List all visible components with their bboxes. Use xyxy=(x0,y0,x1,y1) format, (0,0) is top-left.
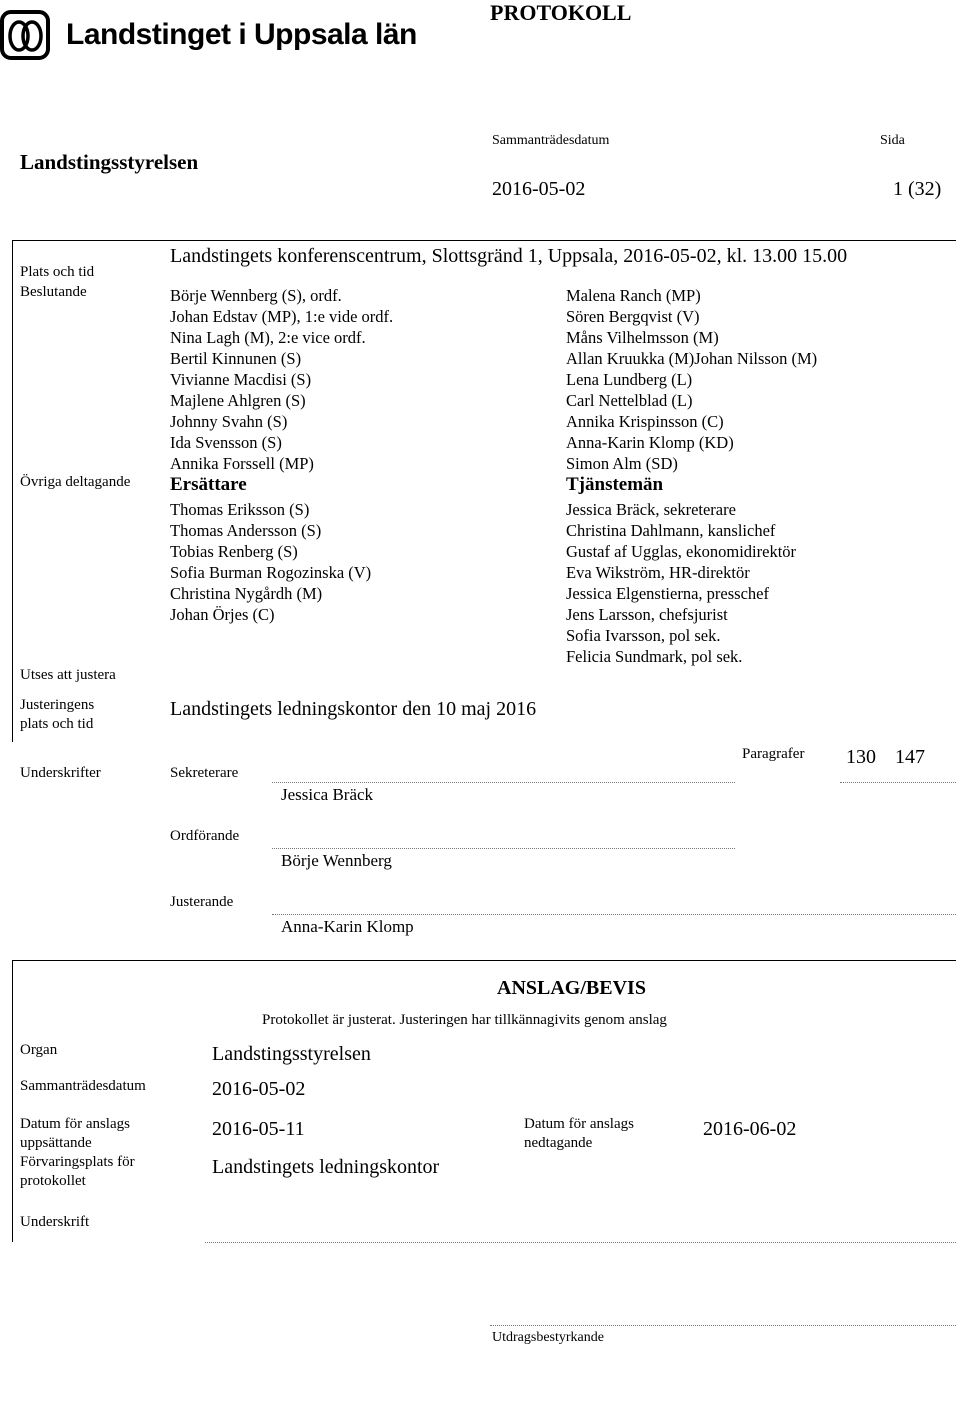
list-item: Majlene Ahlgren (S) xyxy=(170,391,306,410)
page-label: Sida xyxy=(880,133,905,148)
left-border xyxy=(12,240,13,742)
posted-value: 2016-05-11 xyxy=(212,1118,305,1140)
secretary-signature-line xyxy=(272,782,735,783)
adjust-place-label-2: plats och tid xyxy=(20,716,94,732)
place-text: Landstingets konferenscentrum, Slottsgränd 1, Uppsala, 2016-05-02, kl. 13.00 15.00 xyxy=(170,245,848,267)
removed-label-2: nedtagande xyxy=(524,1135,593,1151)
list-item: Lena Lundberg (L) xyxy=(566,370,693,389)
list-item: Vivianne Macdisi (S) xyxy=(170,370,312,389)
list-item: Måns Vilhelmsson (M) xyxy=(566,328,719,347)
certifier-label: Utdragsbestyrkande xyxy=(492,1330,604,1345)
list-item: Christina Dahlmann, kanslichef xyxy=(566,521,776,540)
notice-statement: Protokollet är justerat. Justeringen har tillkännagivits genom anslag xyxy=(262,1012,667,1028)
list-item: Eva Wikström, HR-direktör xyxy=(566,563,750,582)
landstinget-logo-icon xyxy=(0,10,56,62)
adjuster-name: Anna-Karin Klomp xyxy=(281,917,414,936)
officials-list xyxy=(566,499,796,667)
adjuster-label: Utses att justera xyxy=(20,667,116,683)
deciding-left-list xyxy=(170,285,393,474)
paragraphs-value: 130 147 xyxy=(846,746,925,768)
others-label: Övriga deltagande xyxy=(20,474,131,490)
place-value xyxy=(170,245,847,268)
list-item: Johnny Svahn (S) xyxy=(170,412,288,431)
removed-label-1: Datum för anslags xyxy=(524,1116,634,1132)
paragraphs-line xyxy=(840,782,956,783)
list-item: Allan Kruukka (M)Johan Nilsson (M) xyxy=(566,349,818,368)
notice-date-value: 2016-05-02 xyxy=(212,1078,306,1100)
notice-date-label: Sammanträdesdatum xyxy=(20,1078,146,1094)
list-item: Thomas Eriksson (S) xyxy=(170,500,310,519)
list-item: Sören Bergqvist (V) xyxy=(566,307,700,326)
list-item: Thomas Andersson (S) xyxy=(170,521,322,540)
paragraphs-label: Paragrafer xyxy=(742,746,805,762)
top-border xyxy=(12,240,956,241)
deciding-label: Beslutande xyxy=(20,284,87,300)
doc-type: PROTOKOLL xyxy=(490,0,632,25)
list-item: Jessica Bräck, sekreterare xyxy=(566,500,736,519)
meeting-date: 2016-05-02 xyxy=(492,178,586,200)
notice-signature-line xyxy=(205,1242,956,1243)
adjuster-signature-line xyxy=(272,914,956,915)
logo xyxy=(0,8,417,62)
signature-label: Underskrift xyxy=(20,1214,90,1230)
list-item: Annika Krispinsson (C) xyxy=(566,412,724,431)
list-item: Anna-Karin Klomp (KD) xyxy=(566,433,734,452)
organ-title: Landstingsstyrelsen xyxy=(20,150,199,174)
storage-label-1: Förvaringsplats för xyxy=(20,1154,135,1170)
list-item: Jessica Elgenstierna, presschef xyxy=(566,584,769,603)
list-item: Johan Örjes (C) xyxy=(170,605,275,624)
list-item: Gustaf af Ugglas, ekonomidirektör xyxy=(566,542,797,561)
list-item: Felicia Sundmark, pol sek. xyxy=(566,647,743,666)
signatures-label: Underskrifter xyxy=(20,765,101,781)
list-item: Sofia Burman Rogozinska (V) xyxy=(170,563,372,582)
list-item: Jens Larsson, chefsjurist xyxy=(566,605,728,624)
place-label: Plats och tid xyxy=(20,264,95,280)
list-item: Johan Edstav (MP), 1:e vide ordf. xyxy=(170,307,394,326)
storage-label-2: protokollet xyxy=(20,1173,86,1189)
list-item: Bertil Kinnunen (S) xyxy=(170,349,302,368)
deciding-right-list xyxy=(566,285,817,474)
chair-name: Börje Wennberg xyxy=(281,851,392,870)
list-item: Sofia Ivarsson, pol sek. xyxy=(566,626,721,645)
adjust-place-value: Landstingets ledningskontor den 10 maj 2016 xyxy=(170,698,537,720)
secretary-label: Sekreterare xyxy=(170,765,239,781)
secretary-name: Jessica Bräck xyxy=(281,785,374,804)
page-number: 1 (32) xyxy=(893,178,942,200)
substitutes-list xyxy=(170,499,371,625)
notice-organ-value: Landstingsstyrelsen xyxy=(212,1043,371,1065)
officials-heading: Tjänstemän xyxy=(566,474,664,495)
certifier-line xyxy=(490,1325,956,1326)
notice-organ-label: Organ xyxy=(20,1042,58,1058)
notice-top-border xyxy=(12,960,956,961)
list-item: Annika Forssell (MP) xyxy=(170,454,314,473)
removed-value: 2016-06-02 xyxy=(703,1118,797,1140)
list-item: Carl Nettelblad (L) xyxy=(566,391,693,410)
list-item: Börje Wennberg (S), ordf. xyxy=(170,286,342,305)
substitutes-heading: Ersättare xyxy=(170,474,247,495)
notice-heading: ANSLAG/BEVIS xyxy=(497,977,646,999)
list-item: Christina Nygårdh (M) xyxy=(170,584,323,603)
date-label: Sammanträdesdatum xyxy=(492,133,610,148)
adjusting-label: Justerande xyxy=(170,894,234,910)
chair-label: Ordförande xyxy=(170,828,240,844)
list-item: Simon Alm (SD) xyxy=(566,454,678,473)
chair-signature-line xyxy=(272,848,735,849)
list-item: Malena Ranch (MP) xyxy=(566,286,701,305)
posted-label-1: Datum för anslags xyxy=(20,1116,130,1132)
storage-value: Landstingets ledningskontor xyxy=(212,1156,440,1178)
list-item: Tobias Renberg (S) xyxy=(170,542,298,561)
adjust-place-label-1: Justeringens xyxy=(20,697,95,713)
list-item: Ida Svensson (S) xyxy=(170,433,282,452)
posted-label-2: uppsättande xyxy=(20,1135,92,1151)
notice-left-border xyxy=(12,960,13,1242)
list-item: Nina Lagh (M), 2:e vice ordf. xyxy=(170,328,366,347)
logo-text: Landstinget i Uppsala län xyxy=(66,18,417,51)
